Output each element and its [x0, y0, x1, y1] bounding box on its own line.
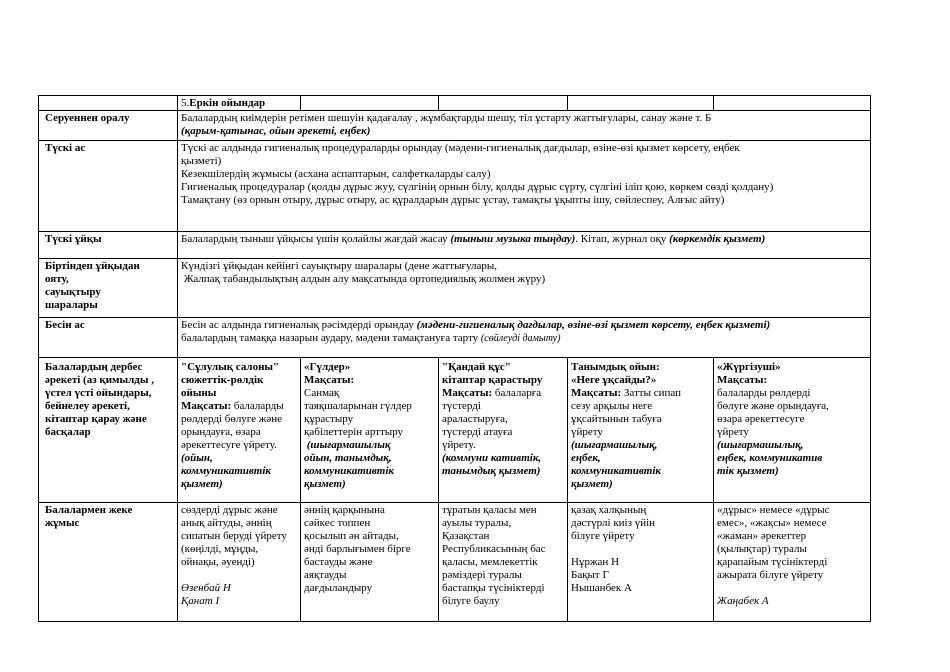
header-empty-cell — [714, 96, 871, 111]
nap-label: Түскі ұйқы — [39, 232, 178, 259]
wake-label-line: сауықтыру — [45, 286, 101, 298]
activity-note-line: қызмет) — [181, 478, 223, 490]
lunch-content — [178, 141, 871, 232]
walk-return-text: Балалардың киімдерін ретімен шешуін қадағалау , жұмбақтарды шешу, тіл ұстарту жаттығулары, санау және т. Б — [181, 112, 712, 124]
free-activity-label-line: кітаптар қарау және — [45, 413, 147, 425]
activity-note-line: коммуникативтік — [181, 465, 271, 477]
header-empty-cell — [39, 96, 178, 111]
activity-note-line: еңбек, коммуникатив — [717, 452, 823, 464]
individual-label-line: жұмыс — [45, 517, 80, 529]
free-games-header-row — [39, 96, 871, 111]
individual-line: қаласы, мемлекеттік — [442, 556, 538, 568]
activity-goal-line: таяқшаларынан гүлдер — [304, 400, 412, 412]
individual-line: сипатын беруді үйрету — [181, 530, 287, 542]
snack-note: (мәдени-гигиеналық дағдылар, өзіне-өзі қызмет көрсету, еңбек қызметі) — [416, 319, 771, 331]
activity-title-line: «Неге ұқсайды?» — [571, 374, 657, 386]
activity-goal-line: құрастыру — [304, 413, 354, 425]
activity-goal-line: қабілеттерін арттыру — [304, 426, 404, 438]
free-activity-label-line: әрекеті (аз қимылды , — [45, 374, 154, 386]
wake-line: Жалпақ табандылықтың алдын алу мақсатында ортопедиялық жолмен жүру) — [181, 273, 546, 285]
wake-label-line: шаралары — [45, 299, 98, 311]
activity-goal-line: сезу арқылы неге — [571, 400, 653, 412]
activity-goal-line: ұқсайтынын табуға — [571, 413, 662, 425]
individual-line: қарапайым түсініктерді — [717, 556, 828, 568]
activity-goal-line: үйрету — [571, 426, 603, 438]
snack-text-2: балалардың тамаққа назарын аудару, мәдени тамақтануға тарту — [181, 332, 481, 344]
free-activity-label — [39, 358, 178, 503]
activity-note-line: (шығармашылық, — [717, 439, 804, 451]
activity-goal-line: балаларды рөлдерді — [717, 387, 811, 399]
activity-note-line: (шығармашылық — [304, 439, 391, 451]
activity-goal-line: бөлуге және орындауға, — [717, 400, 829, 412]
wake-content — [178, 259, 871, 318]
daily-plan-table — [38, 95, 871, 622]
activity-goal-line: рөлдерді бөлуге және — [181, 413, 283, 425]
activity-cell-flowers — [301, 358, 439, 503]
individual-line: ажырата білуге үйрету — [717, 569, 824, 581]
individual-line: аяқтауды — [304, 569, 347, 581]
nap-text-2: . Кітап, журнал оқу — [575, 233, 670, 245]
walk-return-label: Серуеннен оралу — [39, 111, 178, 141]
activity-goal-line: балаларды — [231, 400, 284, 412]
activity-title-line: "Қандай құс" — [442, 361, 511, 373]
wake-line: Күндізгі ұйқыдан кейінгі сауықтыру шаралары (дене жаттығулары, — [181, 260, 498, 272]
activity-cell-salon — [178, 358, 301, 503]
activity-goal-line: үйрету — [717, 426, 749, 438]
activity-note-line: ойын, танымдық, — [304, 452, 392, 464]
activity-title-line: Мақсаты: — [304, 374, 355, 386]
activity-title-line: Мақсаты: — [717, 374, 768, 386]
individual-cell-1 — [178, 503, 301, 622]
individual-line: (қылықтар) туралы — [717, 543, 807, 555]
activity-goal-label: Мақсаты: — [181, 400, 232, 412]
child-name: Нышанбек А — [571, 582, 632, 594]
lunch-line: Тамақтану (өз орнын отыру, дұрыс отыру, ас құралдарын дұрыс ұстау, тамақты ұқыпты ішу, сөйлеспеу, Алғыс айту) — [181, 194, 725, 206]
walk-return-content — [178, 111, 871, 141]
activity-goal-label: Мақсаты: — [442, 387, 493, 399]
activity-note-line: қызмет) — [571, 478, 613, 490]
snack-row — [39, 318, 871, 358]
activity-note-line: тік қызмет) — [717, 465, 779, 477]
activity-goal-line: Санмақ — [304, 387, 340, 399]
individual-line: дағдыландыру — [304, 582, 373, 594]
activity-note-line: (ойын, — [181, 452, 213, 464]
walk-return-note: (қарым-қатынас, ойын әрекеті, еңбек) — [181, 125, 371, 137]
activity-title-line: «Жүргізуші» — [717, 361, 781, 373]
lunch-line: Гигиеналық процедуралар (қолды дұрыс жуу, сүлгінің орнын білу, қолды дұрыс сүрту, сүлгіні іліп қою, көркем сөзді қолдану) — [181, 181, 774, 193]
individual-line: әннің қарқынына — [304, 504, 385, 516]
lunch-row — [39, 141, 871, 232]
activity-cell-bird-books — [439, 358, 568, 503]
header-empty-cell — [301, 96, 439, 111]
free-games-title-cell — [178, 96, 301, 111]
individual-line: сәйкес топпен — [304, 517, 371, 529]
activity-cell-driver — [714, 358, 871, 503]
activity-goal-line: Затты сипап — [621, 387, 682, 399]
individual-cell-3 — [439, 503, 568, 622]
nap-note: (тыныш музыка тыңдау) — [450, 233, 576, 245]
activity-title-line: "Сұлулық салоны" — [181, 361, 280, 373]
child-name: Бақыт Г — [571, 569, 609, 581]
individual-line: қазақ халқының — [571, 504, 647, 516]
individual-cell-4 — [568, 503, 714, 622]
individual-line: бастапқы түсініктерді — [442, 582, 545, 594]
individual-label-line: Балалармен жеке — [45, 504, 133, 516]
child-name: Қанат І — [181, 595, 220, 607]
nap-note-2: (көркемдік қызмет) — [669, 233, 766, 245]
walk-return-row — [39, 111, 871, 141]
activity-goal-line: балаларға — [492, 387, 542, 399]
activity-goal-line: өзара әрекеттесуге — [717, 413, 805, 425]
activity-goal-line: араластыруға, — [442, 413, 508, 425]
individual-line: әнді барлығымен бірге — [304, 543, 411, 555]
individual-line: (көңілді, мұңды, — [181, 543, 259, 555]
individual-line: Республикасының бас — [442, 543, 546, 555]
activity-note-line: еңбек, — [571, 452, 601, 464]
activity-goal-line: әрекеттесуге үйрету. — [181, 439, 277, 451]
activity-cell-similar — [568, 358, 714, 503]
individual-line: ауылы туралы, — [442, 517, 512, 529]
wake-row — [39, 259, 871, 318]
individual-cell-5 — [714, 503, 871, 622]
header-empty-cell — [568, 96, 714, 111]
free-activity-label-line: бейнелеу әрекеті, — [45, 400, 130, 412]
individual-line: рәміздері туралы — [442, 569, 522, 581]
wake-label — [39, 259, 178, 318]
lunch-line: Түскі ас алдында гигиеналық процедураларды орындау (мәдени-гигиеналық дағдылар, өзіне-өзі қызмет көрсету, еңбек — [181, 142, 740, 154]
wake-label-line: ояту, — [45, 273, 69, 285]
individual-line: «жаман» әрекеттер — [717, 530, 807, 542]
snack-note-2: (сөйлеуді дамыту) — [480, 333, 561, 344]
activity-note-line: қызмет) — [304, 478, 346, 490]
free-games-title: Еркін ойындар — [189, 97, 266, 109]
individual-work-label — [39, 503, 178, 622]
activity-title-line: сюжеттік-рөлдік — [181, 374, 264, 386]
activity-title-line: «Гүлдер» — [304, 361, 351, 373]
nap-row — [39, 232, 871, 259]
free-activity-label-line: басқалар — [45, 426, 91, 438]
activity-goal-line: түстерді — [442, 400, 481, 412]
individual-cell-2 — [301, 503, 439, 622]
nap-text: Балалардың тыныш ұйқысы үшін қолайлы жағдай жасау — [181, 233, 451, 245]
child-name: Жаңабек А — [717, 595, 769, 607]
activity-goal-label: Мақсаты: — [571, 387, 622, 399]
individual-line: білуге баулу — [442, 595, 500, 607]
activity-note-line: (шығармашылық, — [571, 439, 658, 451]
free-activity-label-line: үстел үсті ойындары, — [45, 387, 152, 399]
activity-goal-line: орындауға, өзара — [181, 426, 261, 438]
section-number: 5. — [181, 97, 190, 109]
snack-text: Бесін ас алдында гигиеналық рәсімдерді орындау — [181, 319, 417, 331]
individual-line: «дұрыс» немесе «дұрыс — [717, 504, 830, 516]
lunch-line: Кезекшілердің жұмысы (асхана аспаптарын, салфеткаларды салу) — [181, 168, 491, 180]
wake-label-line: Біртіндеп ұйқыдан — [45, 260, 140, 272]
snack-label: Бесін ас — [39, 318, 178, 358]
snack-content — [178, 318, 871, 358]
activity-title-line: Танымдық ойын: — [571, 361, 660, 373]
activity-note-line: (коммуни кативтік, — [442, 452, 542, 464]
individual-line: Қазақстан — [442, 530, 490, 542]
individual-line: сөздерді дұрыс және — [181, 504, 278, 516]
lunch-label: Түскі ас — [39, 141, 178, 232]
activity-note-line: коммуникативтік — [571, 465, 661, 477]
free-activity-label-line: Балалардың дербес — [45, 361, 143, 373]
nap-content — [178, 232, 871, 259]
free-activity-row — [39, 358, 871, 503]
individual-line: тұратын қаласы мен — [442, 504, 537, 516]
activity-goal-line: түстерді атауға — [442, 426, 513, 438]
individual-work-row — [39, 503, 871, 622]
activity-note-line: коммуникативтік — [304, 465, 394, 477]
activity-title-line: кітаптар қарастыру — [442, 374, 543, 386]
individual-line: білуге үйрету — [571, 530, 635, 542]
activity-goal-line: үйрету. — [442, 439, 476, 451]
child-name: Нұржан Н — [571, 556, 620, 568]
lunch-line: қызметі) — [181, 155, 222, 167]
child-name: Өзенбай Н — [181, 582, 231, 594]
individual-line: емес», «жақсы» немесе — [717, 517, 827, 529]
individual-line: анық айтуды, әннің — [181, 517, 272, 529]
individual-line: дәстүрлі киіз үйін — [571, 517, 656, 529]
individual-line: қосылып ән айтады, — [304, 530, 399, 542]
individual-line: бастауды және — [304, 556, 373, 568]
header-empty-cell — [439, 96, 568, 111]
activity-note-line: танымдық қызмет) — [442, 465, 541, 477]
activity-title-line: ойыны — [181, 387, 217, 399]
individual-line: ойнақы, әуенді) — [181, 556, 255, 568]
